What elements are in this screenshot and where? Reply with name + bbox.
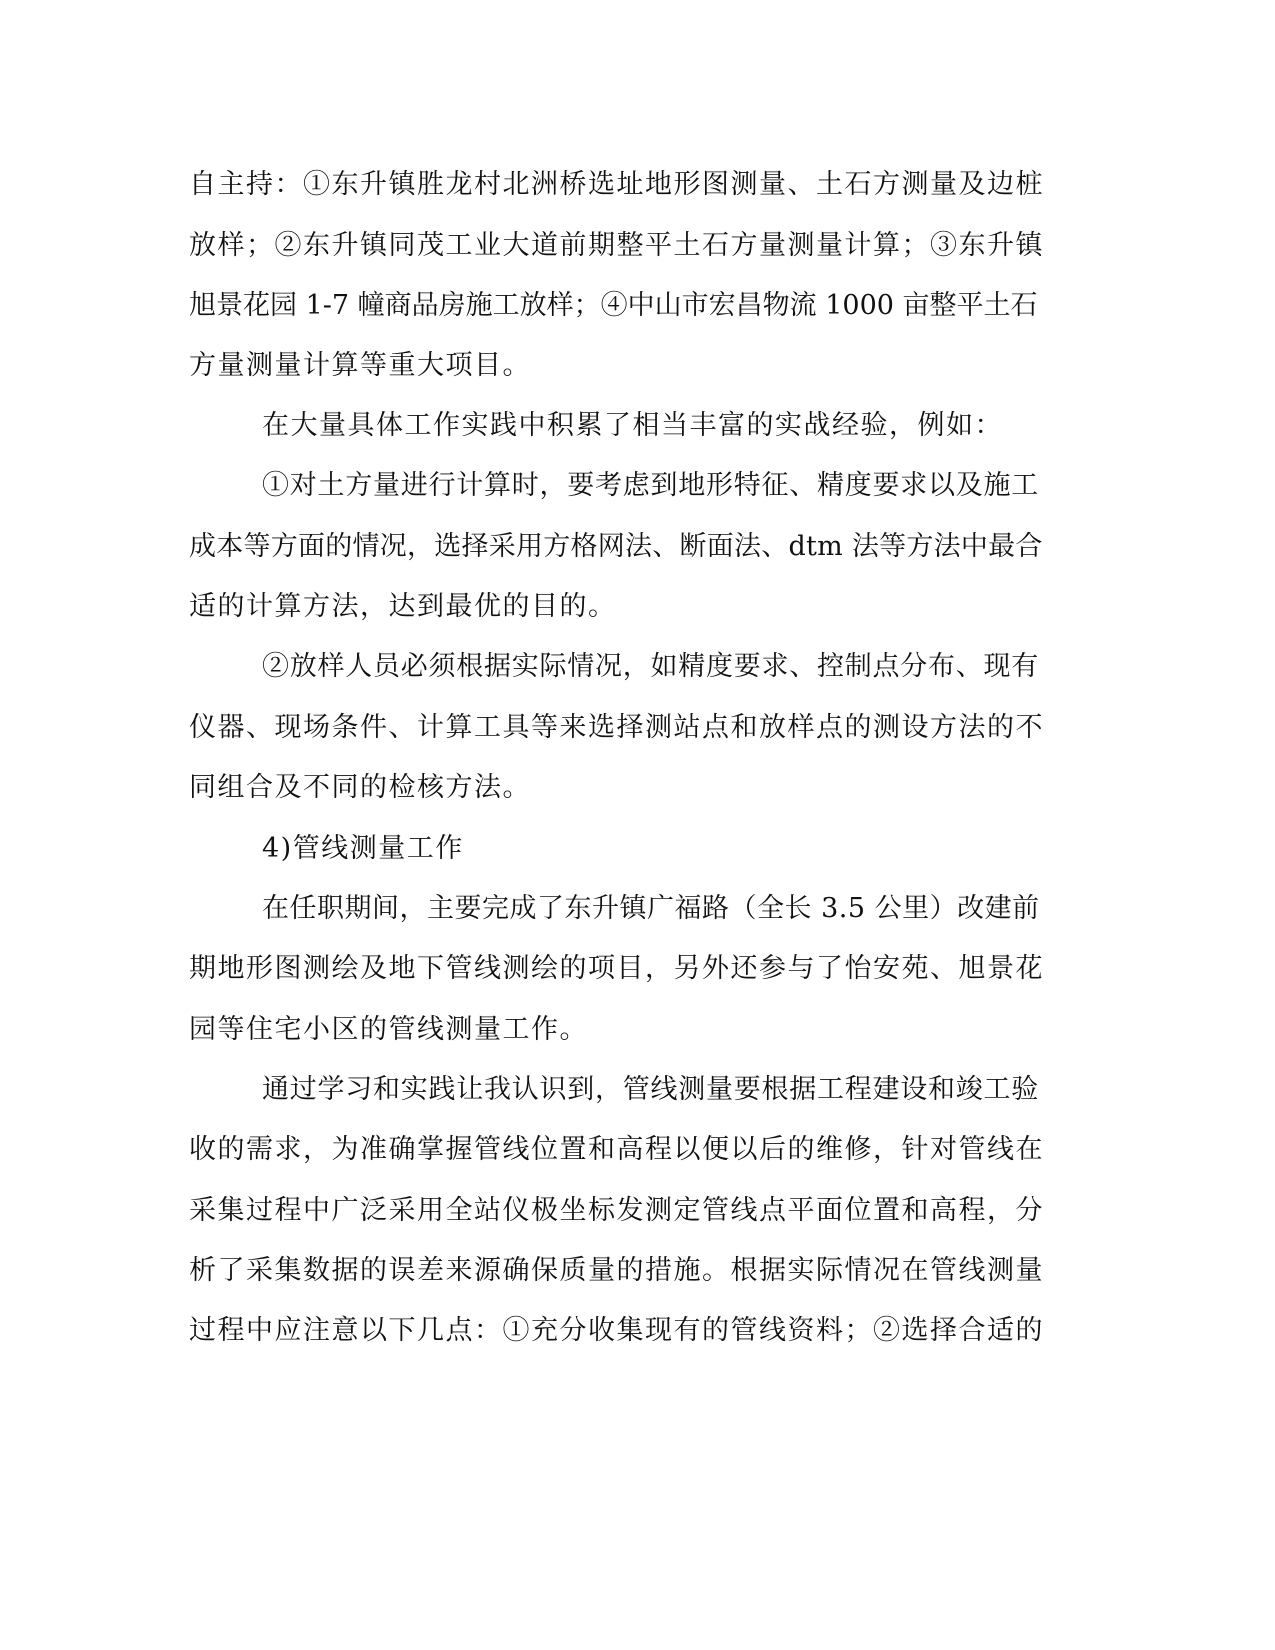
- text-line: 园等住宅小区的管线测量工作。: [189, 1014, 588, 1045]
- text-line: 收的需求，为准确掌握管线位置和高程以便以后的维修，针对管线在: [189, 1134, 1044, 1165]
- text-line: 期地形图测绘及地下管线测绘的项目，另外还参与了怡安苑、旭景花: [189, 953, 1044, 984]
- text-line: 成本等方面的情况，选择采用方格网法、断面法、dtm 法等方法中最合: [189, 531, 1043, 562]
- text-line: 适的计算方法，达到最优的目的。: [189, 591, 617, 622]
- text-line: 放样；②东升镇同茂工业大道前期整平土石方量测量计算；③东升镇: [189, 230, 1044, 261]
- text-line: 在任职期间，主要完成了东升镇广福路（全长 3.5 公里）改建前: [262, 893, 1040, 924]
- text-line: 过程中应注意以下几点：①充分收集现有的管线资料；②选择合适的: [189, 1315, 1044, 1346]
- text-line: 同组合及不同的检核方法。: [189, 772, 531, 803]
- text-line: 析了采集数据的误差来源确保质量的措施。根据实际情况在管线测量: [189, 1255, 1044, 1286]
- text-line: 仪器、现场条件、计算工具等来选择测站点和放样点的测设方法的不: [189, 712, 1044, 743]
- text-line: 旭景花园 1-7 幢商品房施工放样；④中山市宏昌物流 1000 亩整平土石: [189, 290, 1038, 321]
- text-line: ①对土方量进行计算时，要考虑到地形特征、精度要求以及施工: [262, 470, 1039, 501]
- text-line: 方量测量计算等重大项目。: [189, 350, 531, 381]
- text-line: ②放样人员必须根据实际情况，如精度要求、控制点分布、现有: [262, 651, 1039, 682]
- text-line: 采集过程中广泛采用全站仪极坐标发测定管线点平面位置和高程，分: [189, 1195, 1044, 1226]
- section-heading: 4)管线测量工作: [262, 833, 464, 864]
- text-line: 自主持：①东升镇胜龙村北洲桥选址地形图测量、土石方测量及边桩: [189, 169, 1044, 200]
- text-line: 通过学习和实践让我认识到，管线测量要根据工程建设和竣工验: [262, 1074, 1039, 1105]
- text-line: 在大量具体工作实践中积累了相当丰富的实战经验，例如：: [262, 410, 1003, 441]
